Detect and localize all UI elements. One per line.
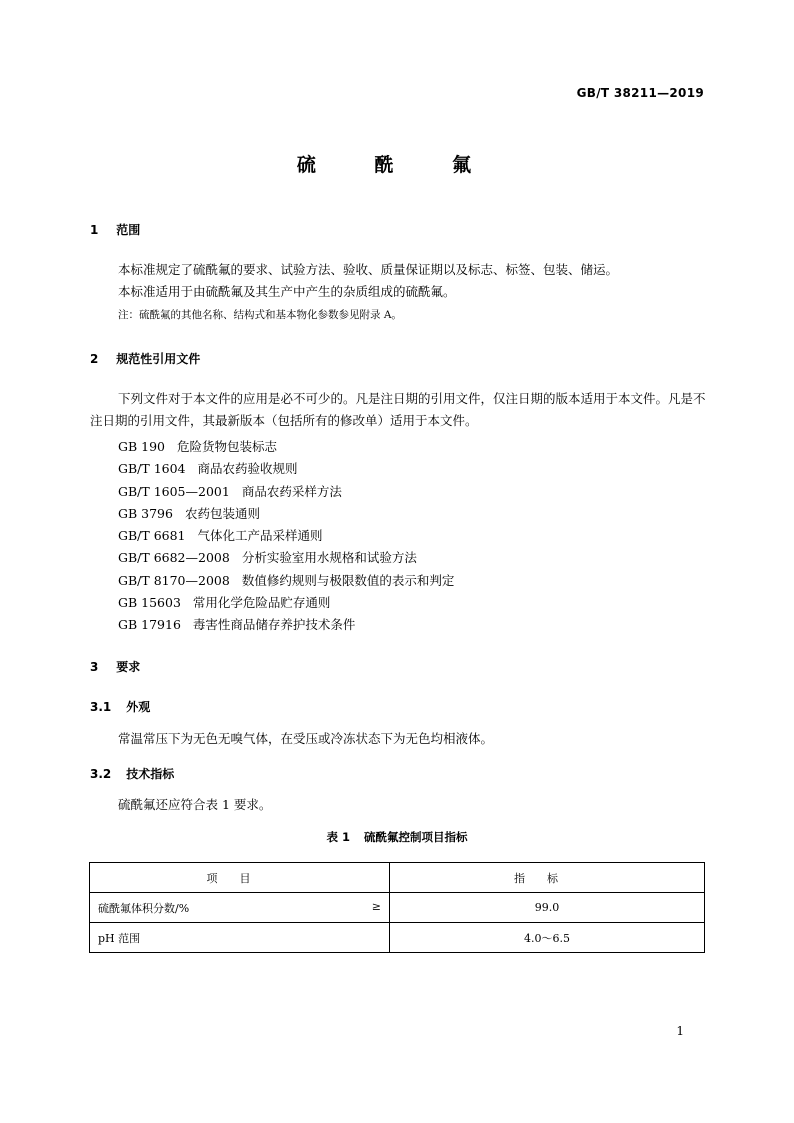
row-item-symbol: ≥: [371, 900, 381, 913]
reference-code: GB 3796: [118, 505, 173, 521]
reference-name: 数值修约规则与极限数值的表示和判定: [241, 572, 455, 588]
reference-code: GB 190: [118, 439, 166, 454]
section-3-heading: [90, 658, 140, 675]
header-value-label: 指标: [514, 871, 580, 885]
row-item-label: pH 范围: [98, 931, 141, 945]
section-3-1-heading: [90, 698, 150, 715]
row-item-label: 硫酰氟体积分数/%: [98, 901, 190, 915]
table-caption-number: 表 1: [326, 830, 350, 844]
reference-item: [118, 458, 454, 480]
page-number: 1: [676, 1024, 684, 1038]
reference-item: [118, 592, 454, 614]
reference-code: GB/T 1604: [118, 461, 186, 477]
table-header-row: [90, 863, 705, 893]
reference-name: 气体化工产品采样通则: [197, 528, 323, 544]
reference-list: [118, 436, 454, 637]
reference-name: 常用化学危险品贮存通则: [192, 595, 331, 611]
reference-name: 毒害性商品储存养护技术条件: [192, 617, 356, 633]
reference-item: [118, 503, 454, 525]
section-2-title: 规范性引用文件: [116, 352, 201, 366]
section-3-2-heading: [90, 765, 174, 782]
section-1-paragraph-2: 本标准适用于由硫酰氟及其生产中产生的杂质组成的硫酰氟。: [118, 284, 456, 299]
section-3-2-title: 技术指标: [126, 767, 175, 781]
reference-item: [118, 570, 454, 592]
table-row: [90, 893, 705, 923]
reference-item: [118, 547, 454, 569]
reference-code: GB 17916: [118, 617, 181, 633]
table-caption: [0, 829, 794, 845]
section-1-number: 1: [90, 223, 99, 237]
reference-item: [118, 525, 454, 547]
reference-code: GB/T 6682—2008: [118, 550, 230, 566]
section-2-intro: 下列文件对于本文件的应用是必不可少的。凡是注日期的引用文件，仅注日期的版本适用于本文件。凡是不注日期的引用文件，其最新版本（包括所有的修改单）适用于本文件。: [90, 391, 706, 428]
section-3-title: 要求: [116, 660, 141, 674]
row-item: [90, 893, 390, 923]
section-1-heading: [90, 221, 140, 238]
reference-item: [118, 436, 454, 458]
reference-name: 分析实验室用水规格和试验方法: [241, 550, 417, 566]
reference-name: 商品农药验收规则: [197, 461, 298, 477]
reference-name: 农药包装通则: [184, 505, 260, 521]
row-value: 4.0～6.5: [390, 923, 705, 953]
section-2-number: 2: [90, 352, 99, 366]
section-3-number: 3: [90, 660, 99, 674]
section-1-paragraph-1: 本标准规定了硫酰氟的要求、试验方法、验收、质量保证期以及标志、标签、包装、储运。: [118, 262, 619, 277]
reference-code: GB/T 1605—2001: [118, 483, 230, 499]
section-2-heading: [90, 350, 200, 367]
document-title: 硫 酰 氟: [296, 154, 498, 176]
section-1-note: 注：硫酰氟的其他名称、结构式和基本物化参数参见附录 A。: [118, 309, 402, 321]
section-1-title: 范围: [116, 223, 141, 237]
reference-name: 危险货物包装标志: [177, 439, 278, 454]
row-item: [90, 923, 390, 953]
section-3-2-number: 3.2: [90, 767, 112, 781]
header-value: [390, 863, 705, 893]
reference-item: [118, 481, 454, 503]
table-caption-title: 硫酰氟控制项目指标: [364, 830, 468, 844]
row-value: 99.0: [390, 893, 705, 923]
reference-code: GB 15603: [118, 595, 181, 611]
section-3-1-number: 3.1: [90, 700, 112, 714]
reference-item: [118, 614, 454, 636]
section-3-1-text: 常温常压下为无色无嗅气体，在受压或冷冻状态下为无色均相液体。: [118, 731, 494, 746]
reference-code: GB/T 8170—2008: [118, 572, 230, 588]
reference-code: GB/T 6681: [118, 528, 186, 544]
header-item: [90, 863, 390, 893]
standard-code: GB/T 38211—2019: [576, 86, 704, 100]
reference-name: 商品农药采样方法: [241, 483, 342, 499]
header-item-label: 项目: [206, 871, 273, 885]
section-3-1-title: 外观: [126, 700, 151, 714]
table-row: [90, 923, 705, 953]
section-3-2-text: 硫酰氟还应符合表 1 要求。: [118, 797, 272, 812]
spec-table: [89, 862, 705, 953]
